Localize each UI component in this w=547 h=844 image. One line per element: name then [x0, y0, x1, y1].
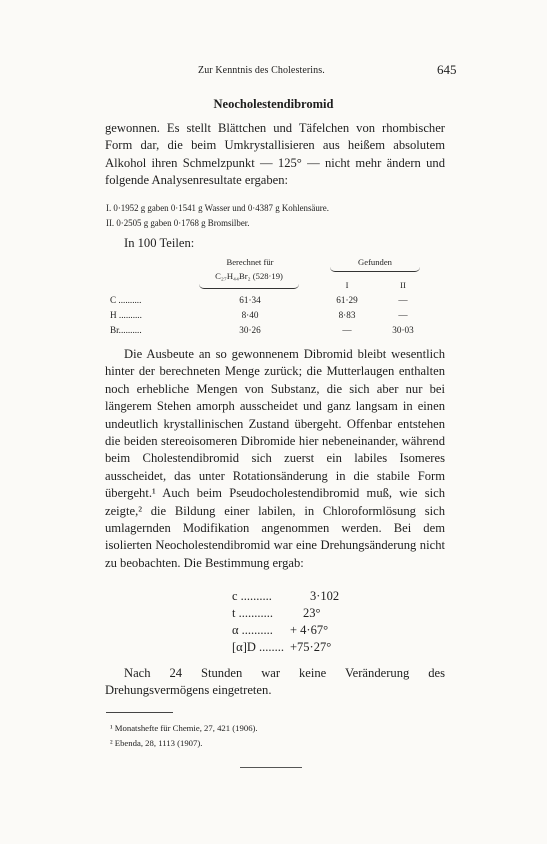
rotation-label: t ........... — [232, 606, 273, 620]
rotation-label: α .......... — [232, 623, 273, 637]
row-label: H .......... — [110, 310, 142, 320]
paragraph-conclusion — [105, 665, 445, 700]
rotation-value: 23° — [303, 606, 321, 620]
paragraph-intro — [105, 120, 445, 190]
paragraph-text: Nach 24 Stunden war keine Veränderung des Drehungsvermögens eingetreten. — [105, 666, 445, 698]
found-col-1: I — [345, 280, 349, 290]
row-label: Br.......... — [110, 325, 142, 335]
rotation-label: [α]D ........ — [232, 640, 285, 654]
section-title: Neocholestendibromid — [213, 97, 334, 111]
rotation-label: c .......... — [232, 589, 272, 603]
found-value: 61·29 — [336, 295, 358, 305]
analysis-line: I. 0·1952 g gaben 0·1541 g Wasser und 0·4387 g Kohlensäure. — [106, 203, 329, 213]
rotation-value: +75·27° — [290, 640, 332, 654]
paragraph-text: In 100 Teilen: — [124, 236, 195, 250]
found-value: 8·83 — [338, 310, 356, 320]
paragraph-text: Die Ausbeute an so gewonnenem Dibromid bleibt wesentlich hinter der berechneten Menge zurück; die Mutterlaugen enthalten noch erhebliche Mengen von Substanz, die sich aber nur bei längerem Stehen amorph ausscheidet und ganz langsam in einen undeutlich krystallinischen Zustand übergeht. Offenbar entstehen die beiden stereoisomeren Dibromide hier nebeneinander, während beim Cholestendibromid sich zuerst ein labiles Isomeres ausscheidet, das unter Rotationsänderung in die stabile Form übergeht.¹ Auch beim Pseudocholestendibromid muß, wie sich zeigte,² die Bildung einer labilen, in Chloroformlösung sich umlagernden Modifikation angenommen werden. Bei dem isolierten Neocholestendibromid war eine Drehungsänderung nicht zu beobachten. Die Bestimmung ergab: — [105, 347, 445, 570]
found-value: 30·03 — [392, 325, 414, 335]
calc-brace — [199, 284, 299, 289]
rotation-value: + 4·67° — [290, 623, 329, 637]
calc-header: Berechnet für — [226, 257, 274, 267]
paragraph-parts — [105, 235, 445, 252]
rotation-value: 3·102 — [310, 589, 340, 603]
row-label: C .......... — [110, 295, 142, 305]
page-number: 645 — [437, 62, 457, 77]
end-divider — [240, 767, 302, 768]
calc-value: 30·26 — [239, 325, 261, 335]
footnote: ² Ebenda, 28, 1113 (1907). — [110, 738, 203, 748]
running-head: Zur Kenntnis des Cholesterins. — [198, 65, 325, 76]
analysis-results — [106, 201, 329, 230]
analysis-line: II. 0·2505 g gaben 0·1768 g Bromsilber. — [106, 217, 250, 228]
footnote: ¹ Monatshefte für Chemie, 27, 421 (1906). — [110, 723, 258, 733]
found-value: — — [398, 295, 408, 305]
found-value: — — [398, 310, 408, 320]
found-brace — [330, 267, 420, 272]
footnote-divider — [106, 712, 173, 713]
calc-value: 8·40 — [241, 310, 259, 320]
paragraph-discussion — [105, 346, 445, 572]
found-value: — — [342, 325, 352, 335]
found-header: Gefunden — [358, 257, 392, 267]
found-col-2: II — [400, 280, 406, 290]
paragraph-text: gewonnen. Es stellt Blättchen und Täfelchen von rhombischer Form dar, die beim Umkrystallisieren aus heißem absolutem Alkohol ihren Schmelzpunkt — 125° — nicht mehr ändern und folgende Analysenresultate ergaben: — [105, 121, 445, 188]
calc-value: 61·34 — [239, 295, 261, 305]
calc-formula: C₂₇H₄₄Br₂ (528·19) — [215, 271, 283, 281]
